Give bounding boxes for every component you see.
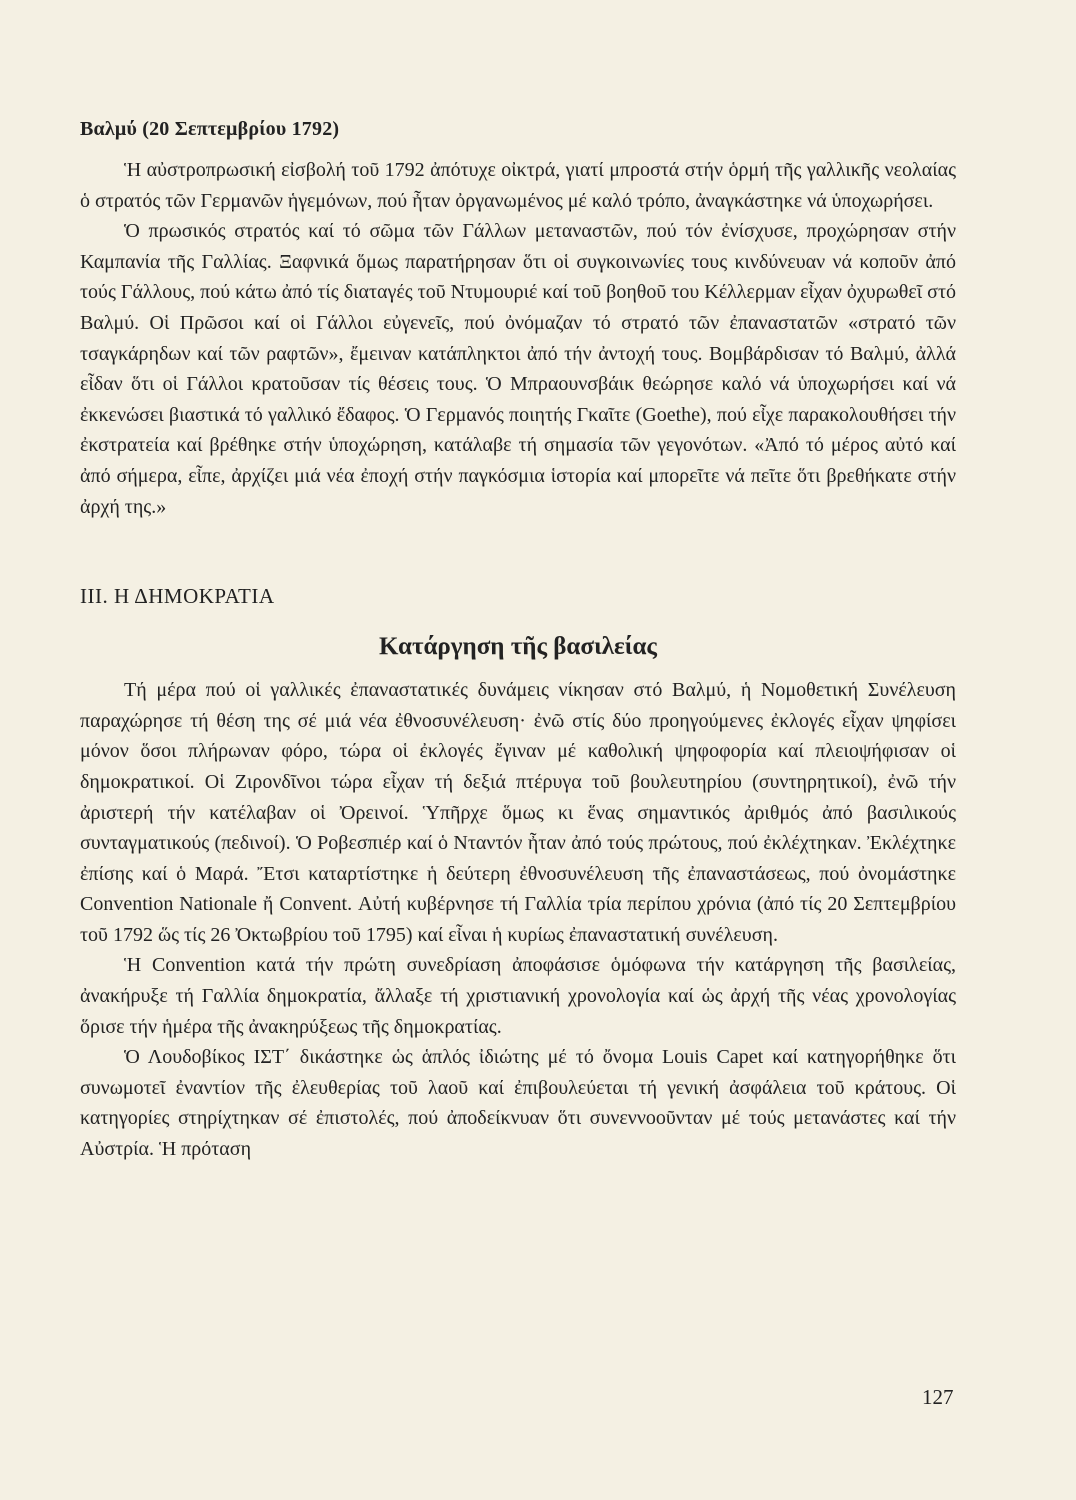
paragraph: Τή μέρα πού οἱ γαλλικές ἐπαναστατικές δυνάμεις νίκησαν στό Βαλμύ, ἡ Νομοθετική Συνέλευση παραχώρησε τή θέση της σέ μιά νέα ἐθνοσυνέλευση· ἐνῶ στίς δύο προηγούμενες ἐκλογές εἶχαν ψηφίσει μόνον ὅσοι πλήρωναν φόρο, τώρα οἱ ἐκλογές ἔγιναν μέ καθολική ψηφοφορία καί πλειοψήφισαν οἱ δημοκρατικοί. Οἱ Ζιρονδῖνοι τώρα εἶχαν τή δεξιά πτέρυγα τοῦ βουλευτηρίου (συντηρητικοί), ἐνῶ τήν ἀριστερή τήν κατέλαβαν οἱ Ὀρεινοί. Ὑπῆρχε ὅμως κι ἕνας σημαντικός ἀριθμός ἀπό βασιλικούς συνταγματικούς (πεδινοί). Ὁ Ροβεσπιέρ καί ὁ Νταντόν ἦταν ἀπό τούς πρώτους, πού ἐκλέχτηκαν. Ἐκλέχτηκε ἐπίσης καί ὁ Μαρά. Ἔτσι καταρτίστηκε ἡ δεύτερη ἐθνοσυνέλευση τῆς ἐπαναστάσεως, πού ὀνομάστηκε Convention Nationale ἤ Convent. Αὐτή κυβέρνησε τή Γαλλία τρία περίπου χρόνια (ἀπό τίς 20 Σεπτεμβρίου τοῦ 1792 ὥς τίς 26 Ὀκτωβρίου τοῦ 1795) καί εἶναι ἡ κυρίως ἐπαναστατική συνέλευση.	[80, 679, 956, 946]
section-heading: ΙΙΙ. Η ΔΗΜΟΚΡΑΤΙΑ	[80, 584, 275, 609]
page-body	[80, 118, 956, 1165]
paragraph: Ὁ Λουδοβίκος ΙΣΤ΄ δικάστηκε ὡς ἁπλός ἰδιώτης μέ τό ὄνομα Louis Capet καί κατηγορήθηκε ὅτι συνωμοτεῖ ἐναντίον τῆς ἐλευθερίας τοῦ λαοῦ καί ἐπιβουλεύεται τή γενική ἀσφάλεια τοῦ κράτους. Οἱ κατηγορίες στηρίχτηκαν σέ ἐπιστολές, πού ἀποδείκνυαν ὅτι συνεννοοῦνταν μέ τούς μετανάστες καί τήν Αὐστρία. Ἡ πρόταση	[80, 1046, 956, 1161]
page-number: 127	[922, 1385, 954, 1409]
paragraph: Ἡ Convention κατά τήν πρώτη συνεδρίαση ἀποφάσισε ὁμόφωνα τήν κατάργηση τῆς βασιλείας, ἀνακήρυξε τή Γαλλία δημοκρατία, ἄλλαξε τή χριστιανική χρονολογία καί ὡς ἀρχή τῆς νέας χρονολογίας ὅρισε τήν ἡμέρα τῆς ἀνακηρύξεως τῆς δημοκρατίας.	[80, 954, 956, 1038]
paragraph: Ἡ αὐστροπρωσική εἰσβολή τοῦ 1792 ἀπότυχε οἰκτρά, γιατί μπροστά στήν ὁρμή τῆς γαλλικῆς νεολαίας ὁ στρατός τῶν Γερμανῶν ἡγεμόνων, πού ἦταν ὀργανωμένος μέ καλό τρόπο, ἀναγκάστηκε νά ὑποχωρήσει.	[80, 159, 956, 212]
valmy-heading: Βαλμύ (20 Σεπτεμβρίου 1792)	[80, 118, 340, 140]
subtitle: Κατάργηση τῆς βασιλείας	[379, 633, 657, 661]
paragraph: Ὁ πρωσικός στρατός καί τό σῶμα τῶν Γάλλων μεταναστῶν, πού τόν ἐνίσχυσε, προχώρησαν στήν Καμπανία τῆς Γαλλίας. Ξαφνικά ὅμως παρατήρησαν ὅτι οἱ συγκοινωνίες τους κινδύνευαν νά κοποῦν ἀπό τούς Γάλλους, πού κάτω ἀπό τίς διαταγές τοῦ Ντυμουριέ καί τοῦ βοηθοῦ του Κέλλερμαν εἶχαν ὀχυρωθεῖ στό Βαλμύ. Οἱ Πρῶσοι καί οἱ Γάλλοι εὐγενεῖς, πού ὀνόμαζαν τό στρατό τῶν ἐπαναστατῶν «στρατό τῶν τσαγκάρηδων καί τῶν ραφτῶν», ἔμειναν κατάπληκτοι ἀπό τήν ἀντοχή τους. Βομβάρδισαν τό Βαλμύ, ἀλλά εἶδαν ὅτι οἱ Γάλλοι κρατοῦσαν τίς θέσεις τους. Ὁ Μπραουνσβάικ θεώρησε καλό νά ὑποχωρήσει καί νά ἐκκενώσει βιαστικά τό γαλλικό ἔδαφος. Ὁ Γερμανός ποιητής Γκαῖτε (Goethe), πού εἶχε παρακολουθήσει τήν ἐκστρατεία καί βρέθηκε στήν ὑποχώρηση, κατάλαβε τή σημασία τῶν γεγονότων. «Ἀπό τό μέρος αὐτό καί ἀπό σήμερα, εἶπε, ἀρχίζει μιά νέα ἐποχή στήν παγκόσμια ἱστορία καί μπορεῖτε νά πεῖτε ὅτι βρεθήκατε στήν ἀρχή της.»	[80, 220, 956, 518]
